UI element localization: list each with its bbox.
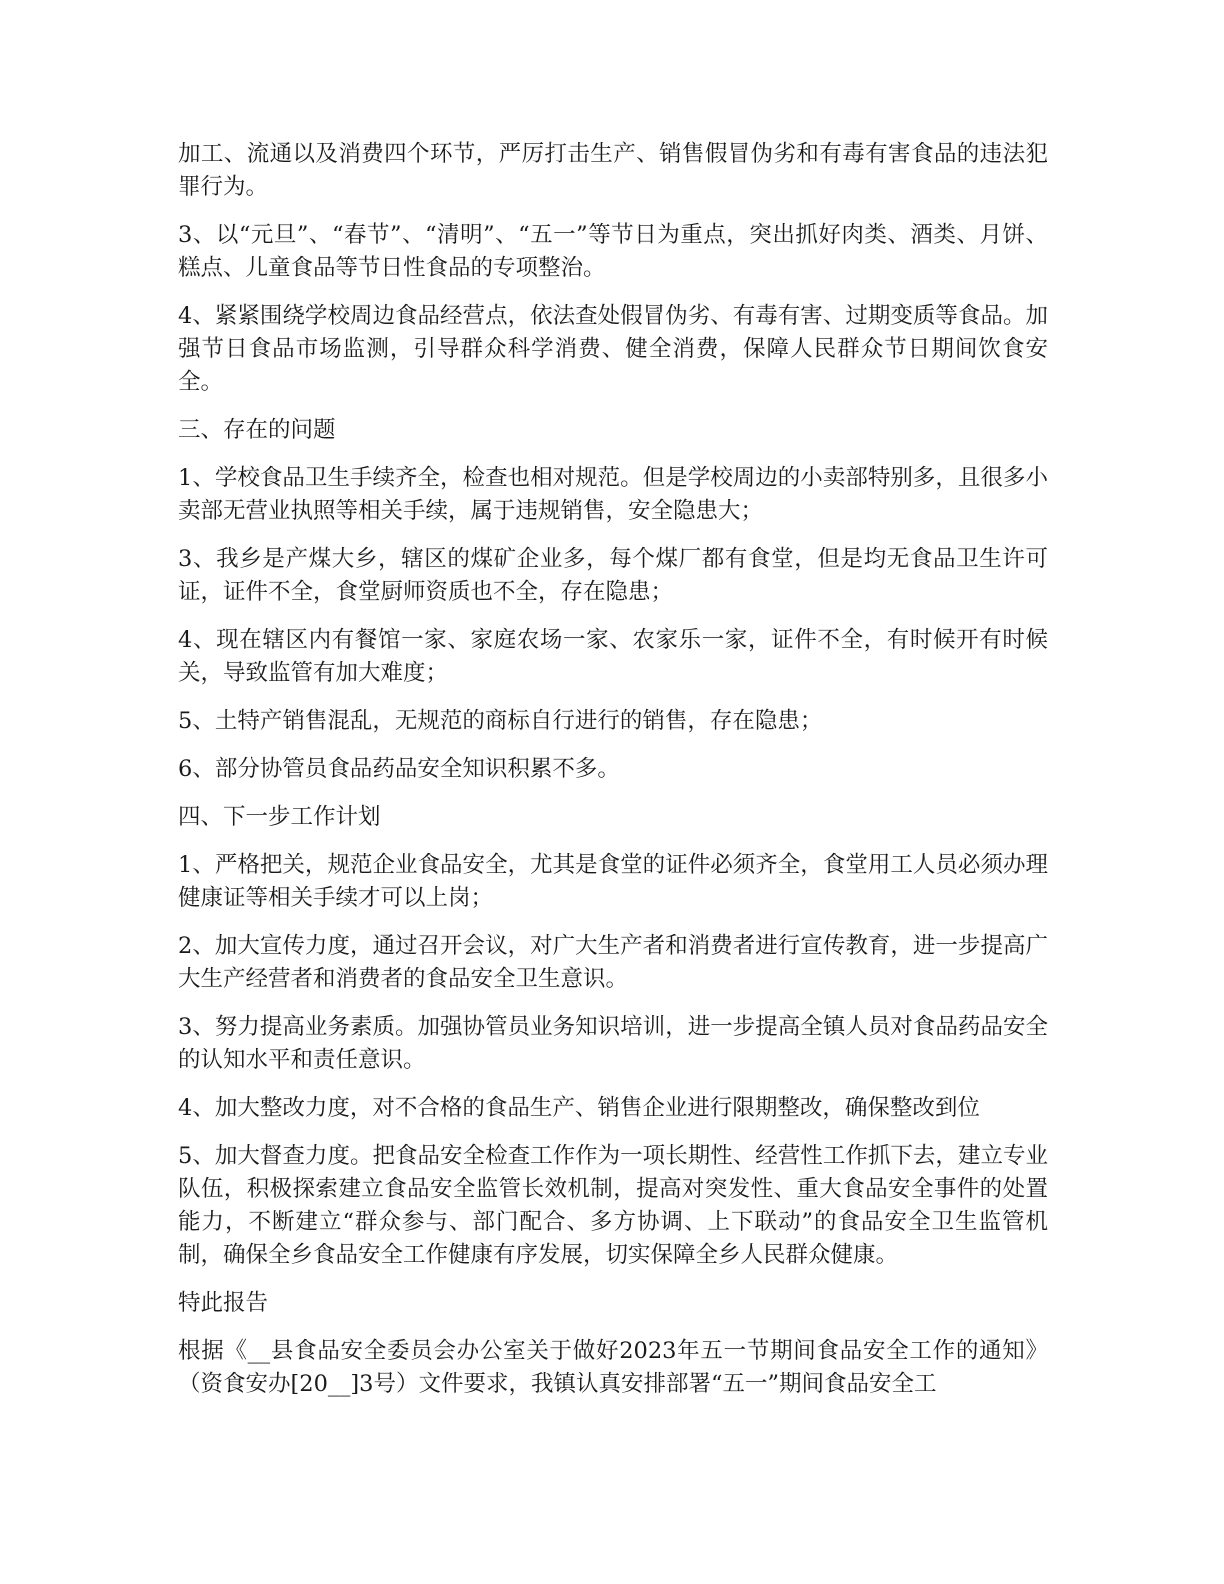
closing-line: 特此报告: [178, 1290, 269, 1316]
paragraph: 6、部分协管员食品药品安全知识积累不多。: [178, 756, 620, 782]
paragraph: 4、紧紧围绕学校周边食品经营点，依法查处假冒伪劣、有毒有害、过期变质等食品。加强节日食品市场监测，引导群众科学消费、健全消费，保障人民群众节日期间饮食安全。: [178, 303, 1048, 395]
paragraph: 2、加大宣传力度，通过召开会议，对广大生产者和消费者进行宣传教育，进一步提高广大生产经营者和消费者的食品安全卫生意识。: [178, 933, 1048, 992]
section-heading: 三、存在的问题: [178, 417, 336, 443]
paragraph: 加工、流通以及消费四个环节，严厉打击生产、销售假冒伪劣和有毒有害食品的违法犯罪行为。: [178, 141, 1048, 200]
paragraph: 3、我乡是产煤大乡，辖区的煤矿企业多，每个煤厂都有食堂，但是均无食品卫生许可证，证件不全，食堂厨师资质也不全，存在隐患；: [178, 546, 1048, 605]
paragraph: 4、现在辖区内有餐馆一家、家庭农场一家、农家乐一家，证件不全，有时候开有时候关，导致监管有加大难度；: [178, 627, 1048, 686]
paragraph: 5、土特产销售混乱，无规范的商标自行进行的销售，存在隐患；: [178, 708, 823, 734]
paragraph: 5、加大督查力度。把食品安全检查工作作为一项长期性、经营性工作抓下去，建立专业队伍，积极探索建立食品安全监管长效机制，提高对突发性、重大食品安全事件的处置能力，不断建立“群众参与、部门配合、多方协调、上下联动”的食品安全卫生监管机制，确保全乡食品安全工作健康有序发展，切实保障全乡人民群众健康。: [178, 1143, 1048, 1268]
paragraph: 3、以“元旦”、“春节”、“清明”、“五一”等节日为重点，突出抓好肉类、酒类、月饼、糕点、儿童食品等节日性食品的专项整治。: [178, 222, 1048, 281]
document-body: [178, 138, 1048, 1416]
paragraph: 1、严格把关，规范企业食品安全，尤其是食堂的证件必须齐全，食堂用工人员必须办理健康证等相关手续才可以上岗；: [178, 852, 1048, 911]
paragraph: 根据《__县食品安全委员会办公室关于做好2023年五一节期间食品安全工作的通知》（资食安办[20__]3号）文件要求，我镇认真安排部署“五一”期间食品安全工: [178, 1338, 1048, 1397]
paragraph: 1、学校食品卫生手续齐全，检查也相对规范。但是学校周边的小卖部特别多，且很多小卖部无营业执照等相关手续，属于违规销售，安全隐患大；: [178, 465, 1048, 524]
section-heading: 四、下一步工作计划: [178, 804, 381, 830]
paragraph: 3、努力提高业务素质。加强协管员业务知识培训，进一步提高全镇人员对食品药品安全的认知水平和责任意识。: [178, 1014, 1048, 1073]
paragraph: 4、加大整改力度，对不合格的食品生产、销售企业进行限期整改，确保整改到位: [178, 1095, 980, 1121]
